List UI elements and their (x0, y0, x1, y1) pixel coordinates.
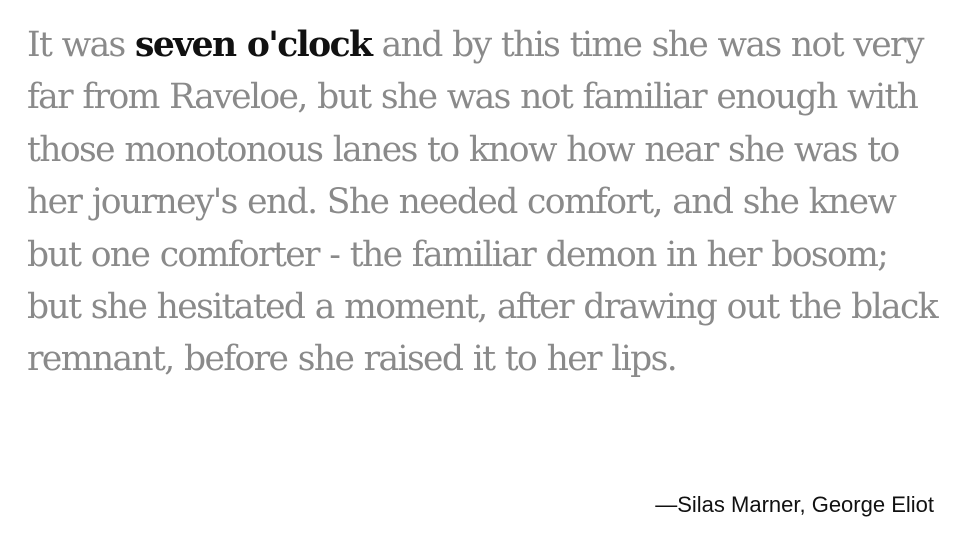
quote-attribution: —Silas Marner, George Eliot (655, 492, 934, 517)
quote-passage (27, 19, 937, 386)
quote-lead: It was (27, 25, 136, 65)
quote-rest: and by this time she was not very far from Raveloe, but she was not familiar enough with those monotonous lanes to know how near she was to her journey's end. She needed comfort, and she knew but one comforter - the familiar demon in her bosom; but she hesitated a moment, after drawing out the black remnant, before she raised it to her lips. (27, 25, 938, 380)
quote-highlight: seven o'clock (135, 25, 372, 65)
